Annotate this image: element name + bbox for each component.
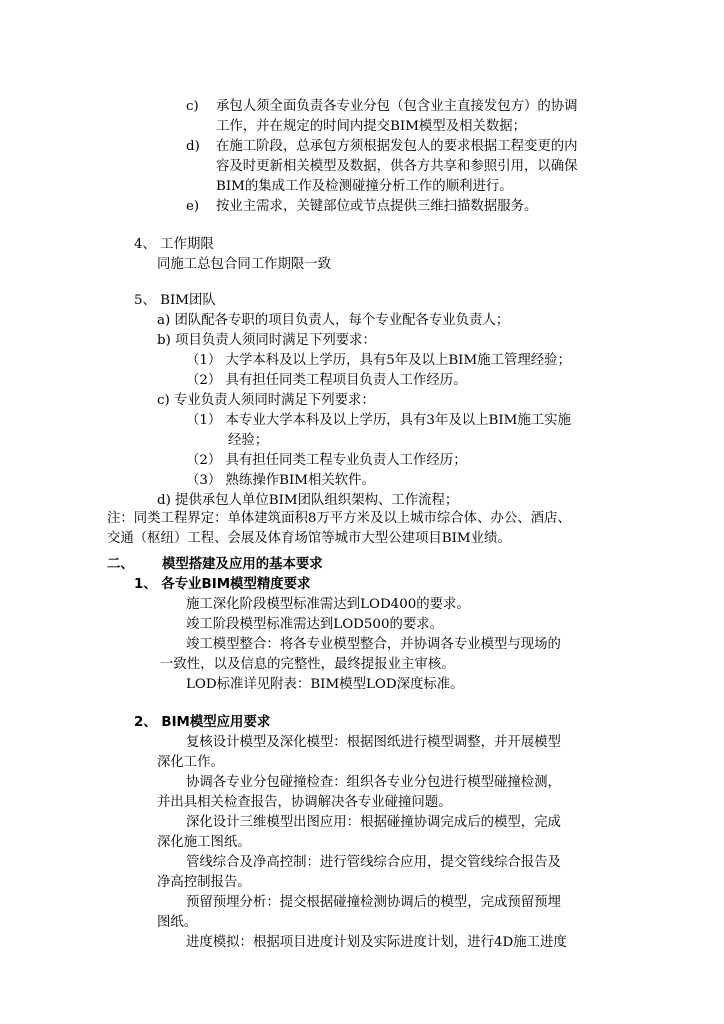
- part2-s1-heading: 1、 各专业BIM模型精度要求: [134, 577, 311, 592]
- part2-s2-line-4: 并出具相关检查报告，协调解决各专业碰撞问题。: [157, 795, 452, 810]
- part2-s2-line-3: 协调各专业分包碰撞检查：组织各专业分包进行模型碰撞检测，: [186, 775, 561, 790]
- part2-s1-line-5: LOD标准详见附表：BIM模型LOD深度标准。: [186, 677, 464, 692]
- list-item-e: e) 按业主需求，关键部位或节点提供三维扫描数据服务。: [186, 199, 538, 214]
- list-item-d-cont2: BIM的集成工作及检测碰撞分析工作的顺利进行。: [216, 179, 513, 194]
- part2-s2-line-5: 深化设计三维模型出图应用：根据碰撞协调完成后的模型，完成: [186, 815, 561, 830]
- section5-item-c: c) 专业负责人须同时满足下列要求：: [157, 393, 375, 408]
- section5-c-sub1: （1） 本专业大学本科及以上学历，具有3年及以上BIM施工实施: [186, 413, 571, 428]
- section5-item-d: d) 提供承包人单位BIM团队组织架构、工作流程；: [157, 493, 459, 508]
- section5-item-b: b) 项目负责人须同时满足下列要求：: [157, 333, 376, 348]
- part2-s2-heading: 2、 BIM模型应用要求: [134, 715, 271, 730]
- part2-s2-line-8: 净高控制报告。: [157, 875, 251, 890]
- part2-heading: 二、 模型搭建及应用的基本要求: [107, 557, 323, 572]
- note-line-1: 注：同类工程界定：单体建筑面积8万平方米及以上城市综合体、办公、酒店、: [107, 511, 571, 526]
- part2-s2-line-1: 复核设计模型及深化模型：根据图纸进行模型调整，并开展模型: [186, 735, 561, 750]
- part2-s2-line-9: 预留预埋分析：提交根据碰撞检测协调后的模型，完成预留预埋: [186, 895, 561, 910]
- part2-s2-line-6: 深化施工图纸。: [157, 835, 251, 850]
- part2-s1-line-3: 竣工模型整合：将各专业模型整合，并协调各专业模型与现场的: [186, 637, 561, 652]
- section4-body: 同施工总包合同工作期限一致: [157, 257, 332, 272]
- part2-s2-line-11: 进度模拟：根据项目进度计划及实际进度计划，进行4D施工进度: [186, 935, 567, 950]
- part2-s2-line-2: 深化工作。: [157, 755, 224, 770]
- list-item-c-cont: 工作，并在规定的时间内提交BIM模型及相关数据；: [216, 119, 527, 134]
- section5-heading: 5、 BIM团队: [134, 293, 216, 308]
- list-item-d: d) 在施工阶段，总承包方须根据发包人的要求根据工程变更的内: [186, 139, 578, 154]
- section5-c-sub2: （2） 具有担任同类工程专业负责人工作经历；: [186, 453, 467, 468]
- section5-c-sub3: （3） 熟练操作BIM相关软件。: [186, 473, 375, 488]
- part2-s2-line-7: 管线综合及净高控制：进行管线综合应用，提交管线综合报告及: [186, 855, 561, 870]
- part2-s2-line-10: 图纸。: [157, 915, 198, 930]
- list-item-c: c) 承包人须全面负责各专业分包（包含业主直接发包方）的协调: [186, 99, 578, 114]
- part2-s1-line-1: 施工深化阶段模型标准需达到LOD400的要求。: [186, 597, 470, 612]
- part2-s1-line-2: 竣工阶段模型标准需达到LOD500的要求。: [186, 617, 444, 632]
- section5-item-a: a) 团队配各专职的项目负责人，每个专业配各专业负责人；: [157, 313, 510, 328]
- note-line-2: 交通（枢纽）工程、会展及体育场馆等城市大型公建项目BIM业绩。: [107, 531, 511, 546]
- part2-s1-line-4: 一致性，以及信息的完整性，最终提报业主审核。: [160, 657, 455, 672]
- section5-c-sub1-cont: 经验；: [228, 433, 269, 448]
- section5-b-sub2: （2） 具有担任同类工程项目负责人工作经历。: [186, 373, 467, 388]
- section4-heading: 4、 工作期限: [134, 237, 214, 252]
- list-item-d-cont1: 容及时更新相关模型及数据，供各方共享和参照引用，以确保: [216, 159, 578, 174]
- section5-b-sub1: （1） 大学本科及以上学历，具有5年及以上BIM施工管理经验；: [186, 353, 571, 368]
